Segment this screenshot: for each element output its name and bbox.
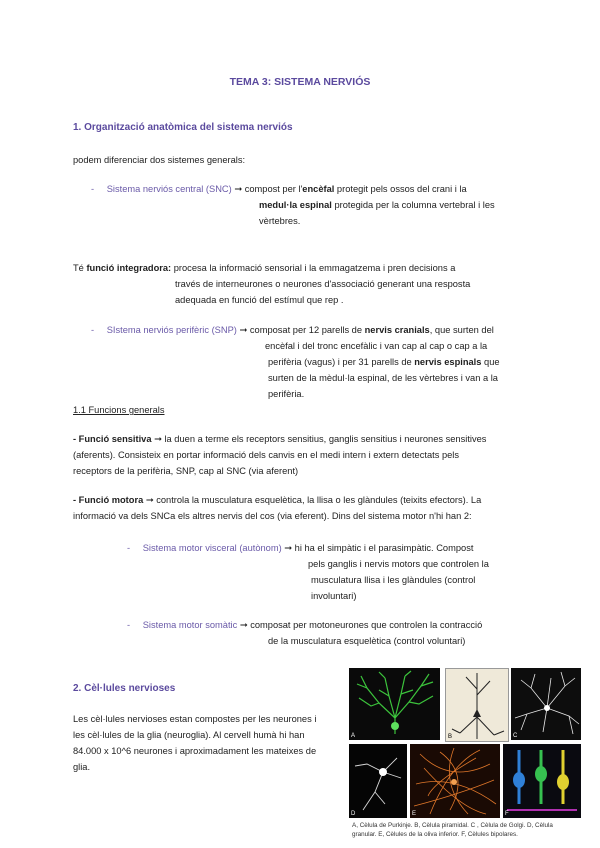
cells-paragraph: Les cèl·lules nervioses estan compostes per les neurones i les cèl·lules de la glia (neuroglia). Al cervell humà hi han 84.000 x 10^6 neurones i aproximadament les mateixes de glia. xyxy=(73,714,317,772)
somatic-item: - Sistema motor somàtic ➞ composat per motoneurones que controlen la contracció xyxy=(127,620,483,630)
arrow-icon: ➞ xyxy=(239,325,248,335)
panel-label: A xyxy=(351,733,356,739)
snc-item: - Sistema nerviós central (SNC) ➞ compost per l'encèfal protegit pels ossos del crani i la xyxy=(91,184,467,194)
snp-line-5: perifèria. xyxy=(268,389,305,399)
panel-label: F xyxy=(505,811,509,817)
list-dash: - xyxy=(127,543,131,553)
section-heading-2: 2. Cèl·lules nervioses xyxy=(73,683,176,694)
panel-olive xyxy=(410,744,500,818)
arrow-icon: ➞ xyxy=(151,434,162,444)
visceral-line-3: musculatura llisa i les glàndules (control xyxy=(311,575,476,585)
snp-label: SIstema nerviós perifèric (SNP) xyxy=(106,325,237,335)
visceral-line-2: pels ganglis i nervis motors que controlen la xyxy=(308,559,489,569)
panel-label: C xyxy=(513,733,518,739)
funcio-motora: - Funció motora ➞ controla la musculatura esquelètica, la llisa o les glàndules (teixits efectors). La informació va dels SNCa els altres nervis del cos (via eferent). Dins del sistema motor n'hi han 2: xyxy=(73,495,482,521)
list-dash: - xyxy=(127,620,131,630)
snc-line-2: medul·la espinal protegida per la columna vertebral i les xyxy=(259,200,495,210)
somatic-label: Sistema motor somàtic xyxy=(142,620,238,630)
olive-cell-image xyxy=(410,744,500,818)
intro-text: podem diferenciar dos sistemes generals: xyxy=(73,155,246,165)
arrow-icon: ➞ xyxy=(281,543,293,553)
visceral-label: Sistema motor visceral (autònom) xyxy=(142,543,282,553)
list-dash: - xyxy=(91,184,95,194)
visceral-line-4: involuntari) xyxy=(311,591,357,601)
pyramidal-cell-image xyxy=(446,669,508,741)
snp-line-4: surten de la mèdul·la espinal, de les vèrtebres i van a la xyxy=(268,373,498,383)
arrow-icon: ➞ xyxy=(143,495,154,505)
bipolar-cell-image xyxy=(503,744,581,818)
snc-line-3: vèrtebres. xyxy=(259,216,301,226)
panel-label: E xyxy=(412,811,417,817)
panel-purkinje xyxy=(349,668,440,740)
snp-line-3: perifèria (vagus) i per 31 parells de nervis espinals que xyxy=(268,357,500,367)
subsection-heading-1-1: 1.1 Funcions generals xyxy=(73,405,165,415)
list-dash: - xyxy=(91,325,95,335)
snp-line-2: encèfal i del tronc encefàlic i van cap al cap o cap a la xyxy=(265,341,488,351)
section-heading-1: 1. Organització anatòmica del sistema nerviós xyxy=(73,122,293,133)
granular-cell-image xyxy=(349,744,407,818)
panel-bipolar xyxy=(503,744,581,818)
purkinje-cell-image xyxy=(349,668,440,740)
panel-label: B xyxy=(448,734,453,740)
panel-pyramidal xyxy=(445,668,509,742)
integradora-line-2: través de interneurones o neurones d'associació generant una resposta xyxy=(175,279,471,289)
funcio-sensitiva: - Funció sensitiva ➞ la duen a terme els receptors sensitius, ganglis sensitius i neurones sensitives (aferents). Consisteix en portar informació dels canvis en el medi intern i extern detectats pels receptors de la perifèria, SNP, cap al SNC (via aferent) xyxy=(73,434,487,476)
neuron-figure xyxy=(349,668,581,818)
panel-granular xyxy=(349,744,407,818)
snc-label: Sistema nerviós central (SNC) xyxy=(106,184,232,194)
panel-golgi xyxy=(511,668,581,740)
integradora-line-1: Té funció integradora: procesa la informació sensorial i la emmagatzema i pren decisions a xyxy=(73,263,456,273)
golgi-cell-image xyxy=(511,668,581,740)
somatic-line-2: de la musculatura esquelètica (control voluntari) xyxy=(268,636,466,646)
snp-item: - SIstema nerviós perifèric (SNP) ➞ composat per 12 parells de nervis cranials, que surten del xyxy=(91,325,494,335)
panel-label: D xyxy=(351,811,356,817)
arrow-icon: ➞ xyxy=(237,620,248,630)
visceral-item: - Sistema motor visceral (autònom) ➞ hi ha el simpàtic i el parasimpàtic. Compost xyxy=(127,543,474,553)
arrow-icon: ➞ xyxy=(234,184,243,194)
page-title: TEMA 3: SISTEMA NERVIÓS xyxy=(229,76,371,88)
figure-caption: A, Cèlula de Purkinje. B, Cèlula piramidal. C , Cèlula de Golgi. D, Cèlula granular. E, Cèlules de la oliva inferior. F, Cèlules bipolares. xyxy=(352,822,553,838)
integradora-line-3: adequada en funció del estímul que rep . xyxy=(175,295,344,305)
